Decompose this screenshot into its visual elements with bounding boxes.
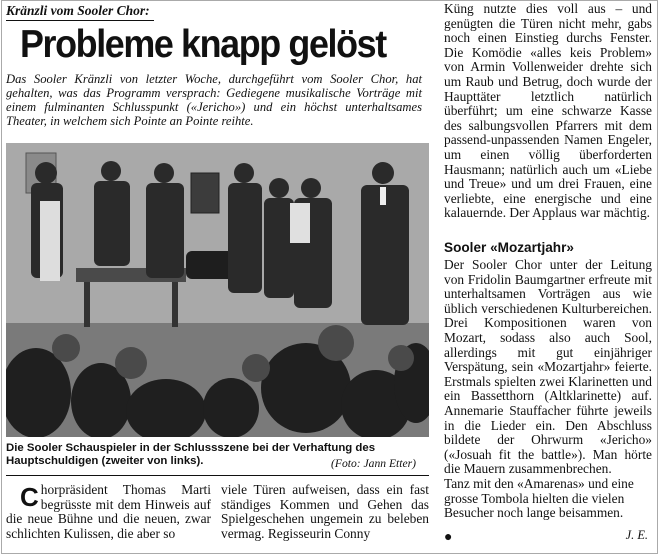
drop-cap: C (20, 482, 39, 512)
article-kicker: Kränzli vom Sooler Chor: (6, 3, 150, 18)
author-initials: J. E. (625, 528, 648, 542)
body-column-1 (6, 483, 211, 541)
kicker-underline (6, 20, 154, 21)
article-photo (6, 143, 429, 437)
caption-divider (6, 475, 429, 476)
photo-credit: (Foto: Jann Etter) (331, 457, 416, 470)
body-column-3-section (444, 258, 652, 521)
photo-caption: Die Sooler Schauspieler in der Schlussszene bei der Verhaftung des Hauptschuldigen (zweiter von links). (6, 442, 376, 467)
body-column-1-text: horpräsident Thomas Marti begrüsste mit dem Hinweis auf die neue Bühne und die neuen, zwar schlichten Kulissen, die aber so (6, 482, 211, 541)
end-bullet-icon: ● (444, 530, 453, 545)
body-column-2: viele Türen aufweisen, dass ein fast ständiges Kommen und Gehen das Spielgeschehen ungemein zu beleben vermag. Regisseurin Conny (221, 482, 429, 541)
article-headline: Probleme knapp gelöst (20, 23, 386, 66)
section-paragraph-1: Der Sooler Chor unter der Leitung von Fridolin Baumgartner erfreute mit unterhaltsamen Vorträgen aus wie üblich verschiedenen Kulturbereichen. Drei Kompositionen waren von Mozart, sodass also auch Sool, allerdings mit gut einjähriger Verspätung, sein «Mozartjahr» feierte. Erstmals spielten zwei Klarinetten und ein Bassetthorn (Altklarinette) auf. Annemarie Stauffacher führte jeweils in die Lieder ein. Den Abschluss bildete der Ohrwurm «Jericho» («Josuah fit the battle»). Man hörte die Mauern zusammenbrechen. (444, 257, 652, 477)
stage-scene-illustration (6, 143, 429, 437)
article-lead: Das Sooler Kränzli von letzter Woche, durchgeführt vom Sooler Chor, hat gehalten, was das Programm versprach: Gediegene musikalische Vorträge mit einem fulminanten Schlusspunkt («Jericho») und ein höchst unterhaltsames Theater, in welchem sich Pointe an Pointe reihte. (6, 72, 422, 128)
section-subhead: Sooler «Mozartjahr» (444, 240, 574, 255)
body-column-3: Küng nutzte dies voll aus – und genügten die Türen nicht mehr, gabs noch einen Einstieg durchs Fenster. Die Komödie «alles keis Problem» von Armin Vollenweider drehte sich um Raub und Betrug, doch wurde der Haupttäter letztlich natürlich überführt; um eine schwarze Kasse des salbungsvollen Pfarrers mit dem passend-unpassenden Namen Engeler, um einen völlig überforderten Hausmann; natürlich auch um «Liebe und Treue» und um drei Frauen, eine verliebte, eine energische und eine kalauernde. Der Applaus war mächtig. (444, 1, 652, 221)
section-paragraph-2: Tanz mit den «Amarenas» und eine grosse Tombola hielten die vielen Besucher noch lange beisammen. (444, 475, 634, 521)
